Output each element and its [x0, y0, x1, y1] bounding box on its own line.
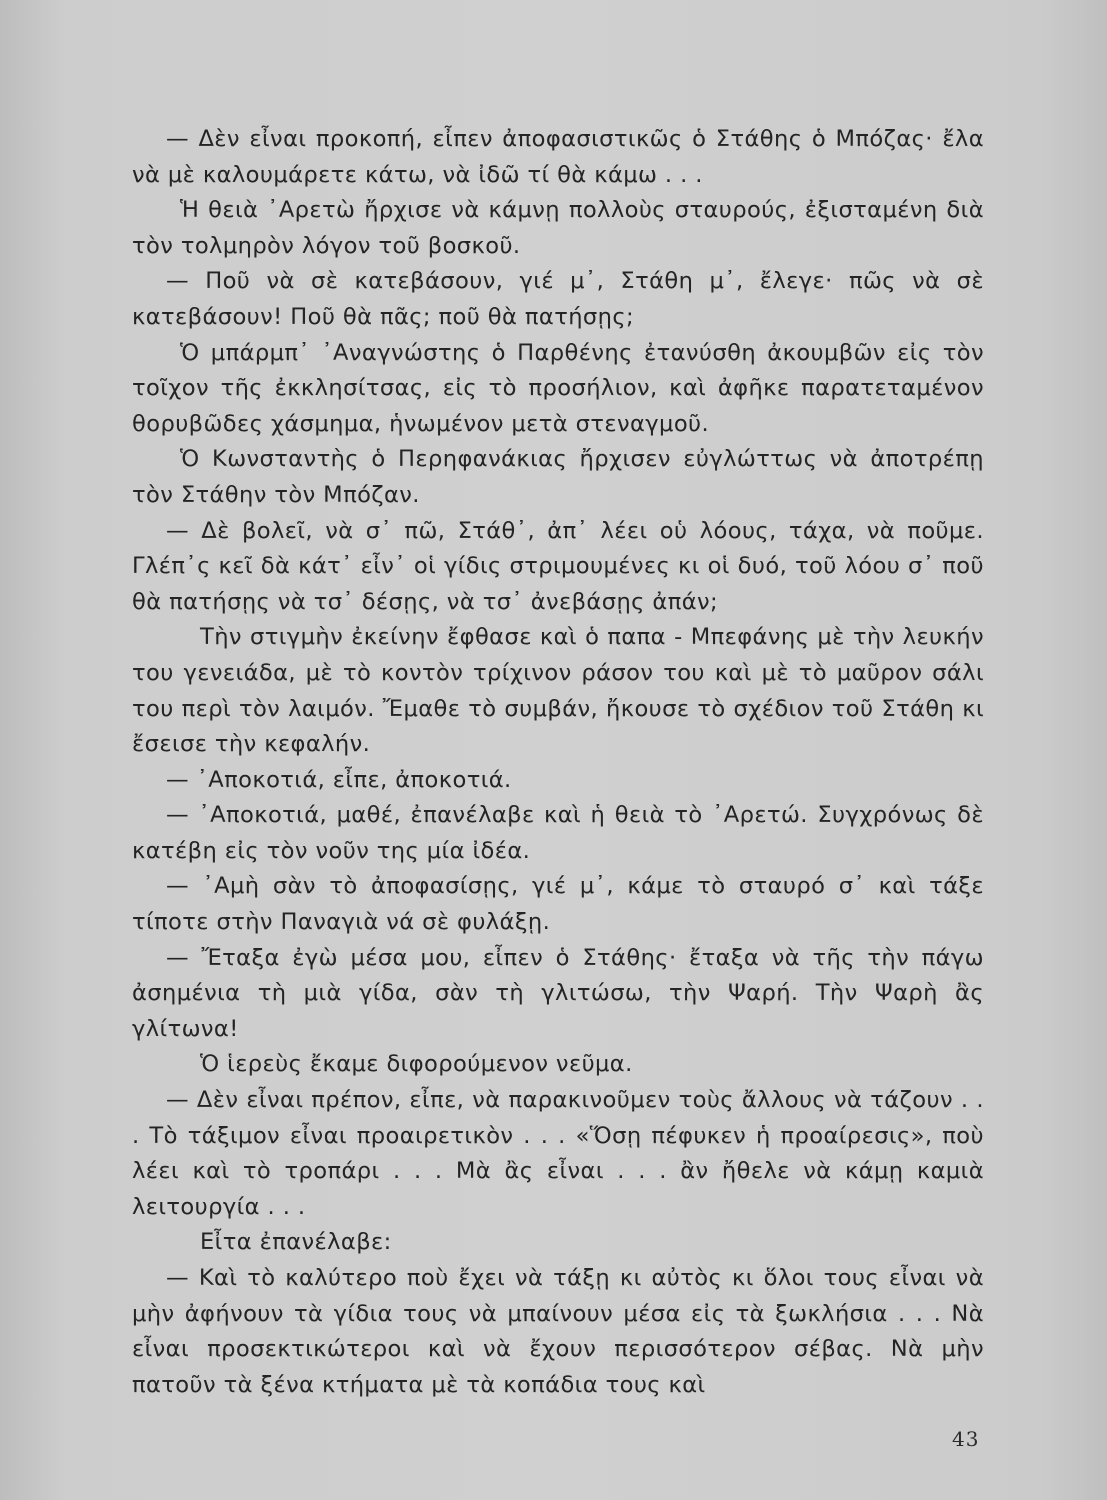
paragraph-11: — Ἔταξα ἐγὼ μέσα μου, εἶπεν ὁ Στάθης· ἔταξα νὰ τῆς τὴν πάγω ἀσημένια τὴ μιὰ γίδα, σὰν τὴ γλιτώσω, τὴν Ψαρή. Τὴν Ψαρὴ ἂς γλίτωνα!: [132, 944, 984, 1042]
paragraph-14: Εἶτα ἐπανέλαβε:: [200, 1229, 392, 1256]
paragraph-4: Ὁ μπάρμπ᾿ ᾿Αναγνώστης ὁ Παρθένης ἐτανύσθη ἀκουμβῶν εἰς τὸν τοῖχον τῆς ἐκκλησίτσας, εἰς τὸ προσήλιον, καὶ ἀφῆκε παρατεταμένον θορυβῶδες χάσμημα, ἡνωμένον μετὰ στεναγμοῦ.: [132, 339, 984, 437]
paragraph-15: — Καὶ τὸ καλύτερο ποὺ ἔχει νὰ τάξῃ κι αὐτὸς κι ὅλοι τους εἶναι νὰ μὴν ἀφήνουν τὰ γίδια τους νὰ μπαίνουν μέσα εἰς τὰ ξωκλήσια . . . Νὰ εἶναι προσεκτικώτεροι καὶ νὰ ἔχουν περισσότερον σέβας. Νὰ μὴν πατοῦν τὰ ξένα κτήματα μὲ τὰ κοπάδια τους καὶ: [132, 1265, 984, 1398]
paragraph-9: — ᾿Αποκοτιά, μαθέ, ἐπανέλαβε καὶ ἡ θειὰ τὸ ᾿Αρετώ. Συγχρόνως δὲ κατέβη εἰς τὸν νοῦν της μία ἰδέα.: [132, 802, 984, 864]
paragraph-1: — Δὲν εἶναι προκοπή, εἶπεν ἀποφασιστικῶς ὁ Στάθης ὁ Μπόζας· ἔλα νὰ μὲ καλουμάρετε κάτω, νὰ ἰδῶ τί θὰ κάμω . . .: [132, 126, 984, 188]
paragraph-12: Ὁ ἱερεὺς ἔκαμε διφορούμενον νεῦμα.: [200, 1051, 633, 1078]
paragraph-13: — Δὲν εἶναι πρέπον, εἶπε, νὰ παρακινοῦμεν τοὺς ἄλλους νὰ τάζουν . . . Τὸ τάξιμον εἶναι προαιρετικὸν . . . «Ὅσῃ πέφυκεν ἡ προαίρεσις», ποὺ λέει καὶ τὸ τροπάρι . . . Μὰ ἂς εἶναι . . . ἂν ἤθελε νὰ κάμῃ καμιὰ λειτουργία . . .: [132, 1087, 984, 1220]
paragraph-3: — Ποῦ νὰ σὲ κατεβάσουν, γιέ μ᾿, Στάθη μ᾿, ἔλεγε· πῶς νὰ σὲ κατεβάσουν! Ποῦ θὰ πᾶς; ποῦ θὰ πατήσῃς;: [132, 268, 984, 330]
paragraph-8: — ᾿Αποκοτιά, εἶπε, ἀποκοτιά.: [166, 766, 512, 793]
page-number: 43: [952, 1427, 980, 1451]
paragraph-7: Τὴν στιγμὴν ἐκείνην ἔφθασε καὶ ὁ παπα - Μπεφάνης μὲ τὴν λευκήν του γενειάδα, μὲ τὸ κοντὸν τρίχινον ράσον του καὶ μὲ τὸ μαῦρον σάλι του περὶ τὸν λαιμόν. Ἔμαθε τὸ συμβάν, ἤκουσε τὸ σχέδιον τοῦ Στάθη κι ἔσεισε τὴν κεφαλήν.: [132, 624, 984, 758]
paragraph-2: Ἡ θειὰ ᾿Αρετὼ ἤρχισε νὰ κάμνῃ πολλοὺς σταυρούς, ἐξισταμένη διὰ τὸν τολμηρὸν λόγον τοῦ βοσκοῦ.: [132, 197, 984, 259]
paragraph-6: — Δὲ βολεῖ, νὰ σ᾿ πῶ, Στάθ᾿, ἀπ᾿ λέει οὑ λόους, τάχα, νὰ ποῦμε. Γλέπ᾿ς κεῖ δὰ κάτ᾿ εἶν᾿ οἱ γίδις στριμουμένες κι οἱ δυό, τοῦ λόου σ᾿ ποῦ θὰ πατήσῃς νὰ τσ᾿ δέσῃς, νὰ τσ᾿ ἀνεβάσῃς ἀπάν;: [132, 517, 984, 615]
paragraph-5: Ὁ Κωνσταντὴς ὁ Περηφανάκιας ἤρχισεν εὐγλώττως νὰ ἀποτρέπῃ τὸν Στάθην τὸν Μπόζαν.: [132, 446, 984, 508]
paragraph-10: — ᾿Αμὴ σὰν τὸ ἀποφασίσῃς, γιέ μ᾿, κάμε τὸ σταυρό σ᾿ καὶ τάξε τίποτε στὴν Παναγιὰ νά σὲ φυλάξῃ.: [132, 873, 984, 936]
body-text: [132, 122, 984, 1403]
